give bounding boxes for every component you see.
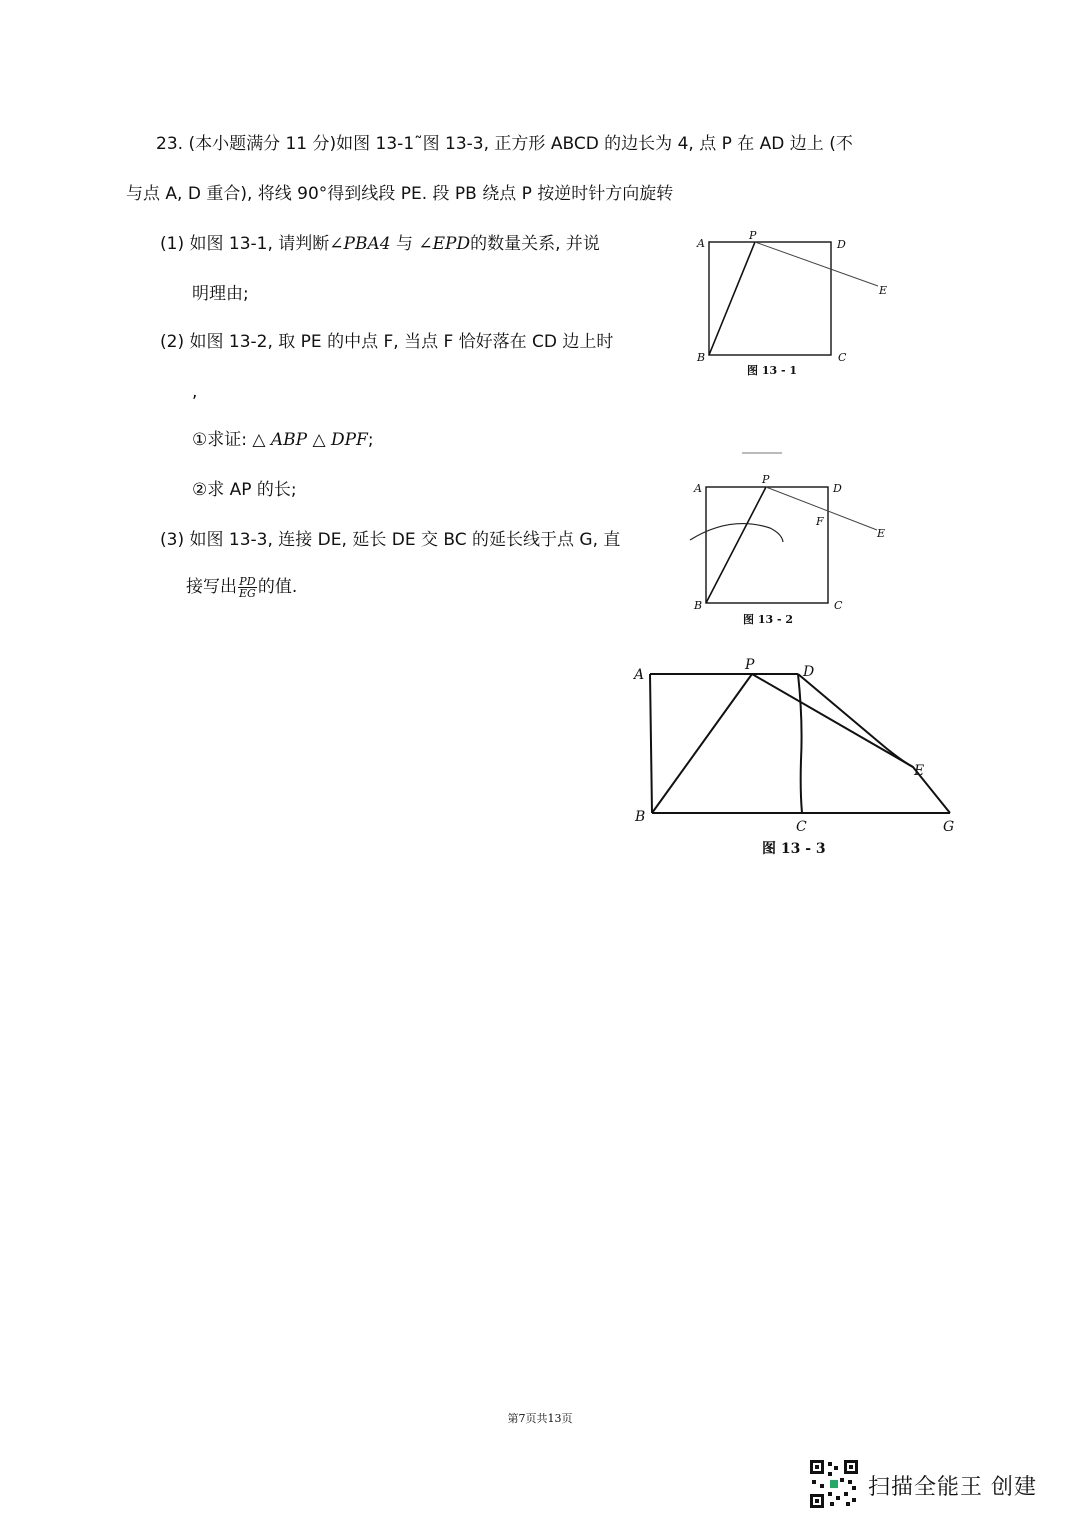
question-2-sub-2: ②求 AP 的长; (192, 480, 297, 500)
fig3-label-e: E (914, 763, 925, 779)
problem-line-2: 与点 A, D 重合), 将线 90°得到线段 PE. 段 PB 绕点 P 按逆时针方向旋转 (126, 184, 674, 204)
fig1-label-c: C (838, 351, 847, 364)
fig2-label-c: C (834, 599, 843, 612)
q2-sub1-math: △ ABP △ DPF (252, 430, 368, 450)
fig2-label-p: P (762, 473, 770, 486)
fig2-label-f: F (816, 515, 824, 528)
fig1-caption: 图 13 - 1 (747, 364, 798, 377)
q1-mid: 与 (390, 234, 419, 254)
fig1-label-b: B (697, 351, 706, 364)
q3-suffix: 的值. (257, 577, 298, 597)
fig2-caption: 图 13 - 2 (743, 613, 794, 626)
fig1-label-e: E (879, 284, 888, 297)
fig1-square (709, 242, 831, 355)
q3-fraction-numerator: PD (239, 574, 256, 588)
q1-suffix: 的数量关系, 并说 (470, 234, 600, 254)
q1-prefix: (1) 如图 13-1, 请判断 (160, 234, 330, 254)
problem-line-1: 23. (本小题满分 11 分)如图 13-1˜图 13-3, 正方形 ABCD 的边长为 4, 点 P 在 AD 边上 (不 (156, 134, 853, 154)
fig3-side-ab (650, 674, 652, 813)
fig2-label-d: D (833, 482, 842, 495)
figure-13-1 (690, 228, 900, 383)
question-3-line-1: (3) 如图 13-3, 连接 DE, 延长 DE 交 BC 的延长线于点 G, 直 (160, 530, 621, 550)
fig3-segment-pe (752, 674, 913, 767)
q1-angle-pba: ∠PBA4 (329, 234, 391, 254)
q3-fraction-denominator: EG (239, 586, 256, 600)
fig1-label-p: P (749, 229, 757, 242)
question-2-sub-1 (192, 428, 374, 452)
page-number: 第7页共13页 (507, 1412, 573, 1425)
watermark-text: 扫描全能王 创建 (868, 1475, 1037, 1500)
fig2-label-e: E (877, 527, 886, 540)
q3-fraction (238, 576, 257, 599)
q2-sub1-suffix: ; (367, 430, 374, 450)
question-1-line-1 (160, 232, 600, 256)
fig1-segment-pe (755, 242, 878, 286)
fig2-arc (690, 524, 783, 542)
q3-prefix: 接写出 (186, 577, 237, 597)
fig3-label-c: C (796, 819, 807, 835)
fig2-label-b: B (694, 599, 703, 612)
question-1-line-2: 明理由; (192, 284, 249, 304)
question-3-line-2 (186, 575, 297, 599)
fig3-segment-pb (652, 674, 752, 813)
fig3-label-g: G (943, 819, 955, 835)
fig3-label-p: P (745, 657, 755, 673)
fig3-caption: 图 13 - 3 (762, 841, 826, 857)
fig2-label-a: A (694, 482, 702, 495)
fig3-label-d: D (803, 664, 815, 680)
fig3-label-b: B (635, 809, 646, 825)
fig3-side-dc (798, 674, 802, 813)
qr-code-icon (808, 1458, 860, 1510)
fig1-label-a: A (697, 237, 705, 250)
fig3-label-a: A (634, 667, 645, 683)
figure-13-3 (628, 655, 963, 865)
fig2-segment-pb (706, 487, 766, 603)
figure-13-2 (665, 445, 900, 630)
q2-sub1-prefix: ①求证: (192, 430, 253, 450)
fig1-label-d: D (837, 238, 846, 251)
question-2-line-1: (2) 如图 13-2, 取 PE 的中点 F, 当点 F 恰好落在 CD 边上时 (160, 332, 614, 352)
q1-angle-epd: ∠EPD (418, 234, 471, 254)
question-2-line-2: , (192, 382, 198, 402)
fig1-segment-pb (709, 242, 755, 355)
